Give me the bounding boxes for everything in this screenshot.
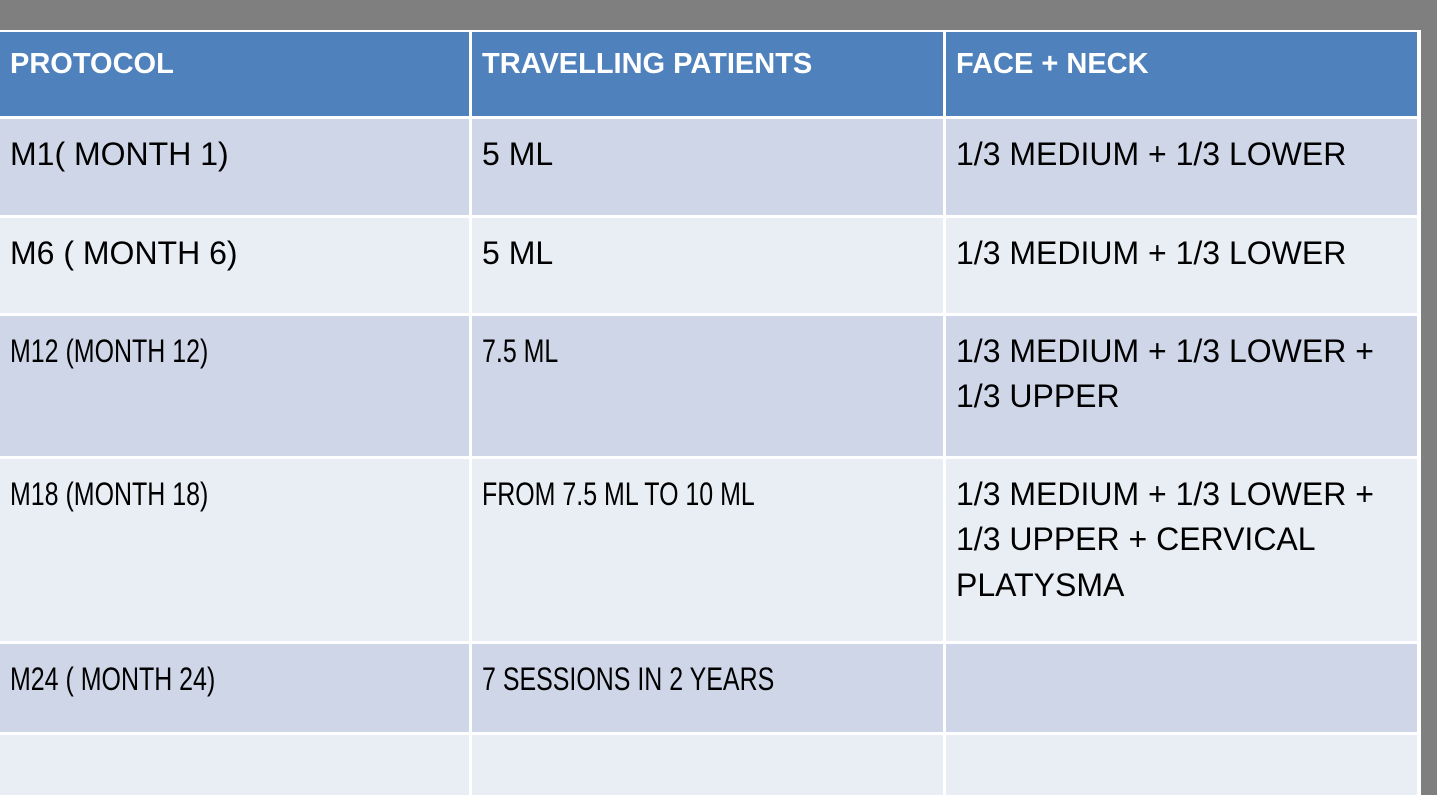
cell-empty-zones <box>946 735 1417 795</box>
cell-m18-dose-text: FROM 7.5 ML TO 10 ML <box>482 476 755 512</box>
cell-m18-dose <box>472 459 943 641</box>
cell-m24-protocol-text: M24 ( MONTH 24) <box>10 661 216 697</box>
cell-m12-zones: 1/3 MEDIUM + 1/3 LOWER + 1/3 UPPER <box>946 316 1417 456</box>
cell-m1-protocol: M1( MONTH 1) <box>0 119 469 215</box>
cell-m18-zones: 1/3 MEDIUM + 1/3 LOWER + 1/3 UPPER + CERVICAL PLATYSMA <box>946 459 1417 641</box>
cell-m12-dose <box>472 316 943 456</box>
cell-m24-protocol <box>0 644 469 732</box>
cell-m6-protocol: M6 ( MONTH 6) <box>0 218 469 313</box>
cell-empty-dose <box>472 735 943 795</box>
header-cell-protocol: PROTOCOL <box>0 32 469 116</box>
protocol-table <box>0 30 1421 795</box>
cell-m12-protocol-text: M12 (MONTH 12) <box>10 333 209 369</box>
cell-m18-protocol <box>0 459 469 641</box>
cell-m6-dose: 5 ML <box>472 218 943 313</box>
cell-m12-dose-text: 7.5 ML <box>482 333 559 369</box>
cell-empty-protocol <box>0 735 469 795</box>
cell-m1-zones: 1/3 MEDIUM + 1/3 LOWER <box>946 119 1417 215</box>
header-cell-face-neck: FACE + NECK <box>946 32 1417 116</box>
cell-m24-dose-text: 7 SESSIONS IN 2 YEARS <box>482 661 775 697</box>
cell-m18-protocol-text: M18 (MONTH 18) <box>10 476 209 512</box>
cell-m24-zones <box>946 644 1417 732</box>
header-cell-travelling-patients: TRAVELLING PATIENTS <box>472 32 943 116</box>
cell-m24-dose <box>472 644 943 732</box>
cell-m12-protocol <box>0 316 469 456</box>
cell-m1-dose: 5 ML <box>472 119 943 215</box>
cell-m6-zones: 1/3 MEDIUM + 1/3 LOWER <box>946 218 1417 313</box>
